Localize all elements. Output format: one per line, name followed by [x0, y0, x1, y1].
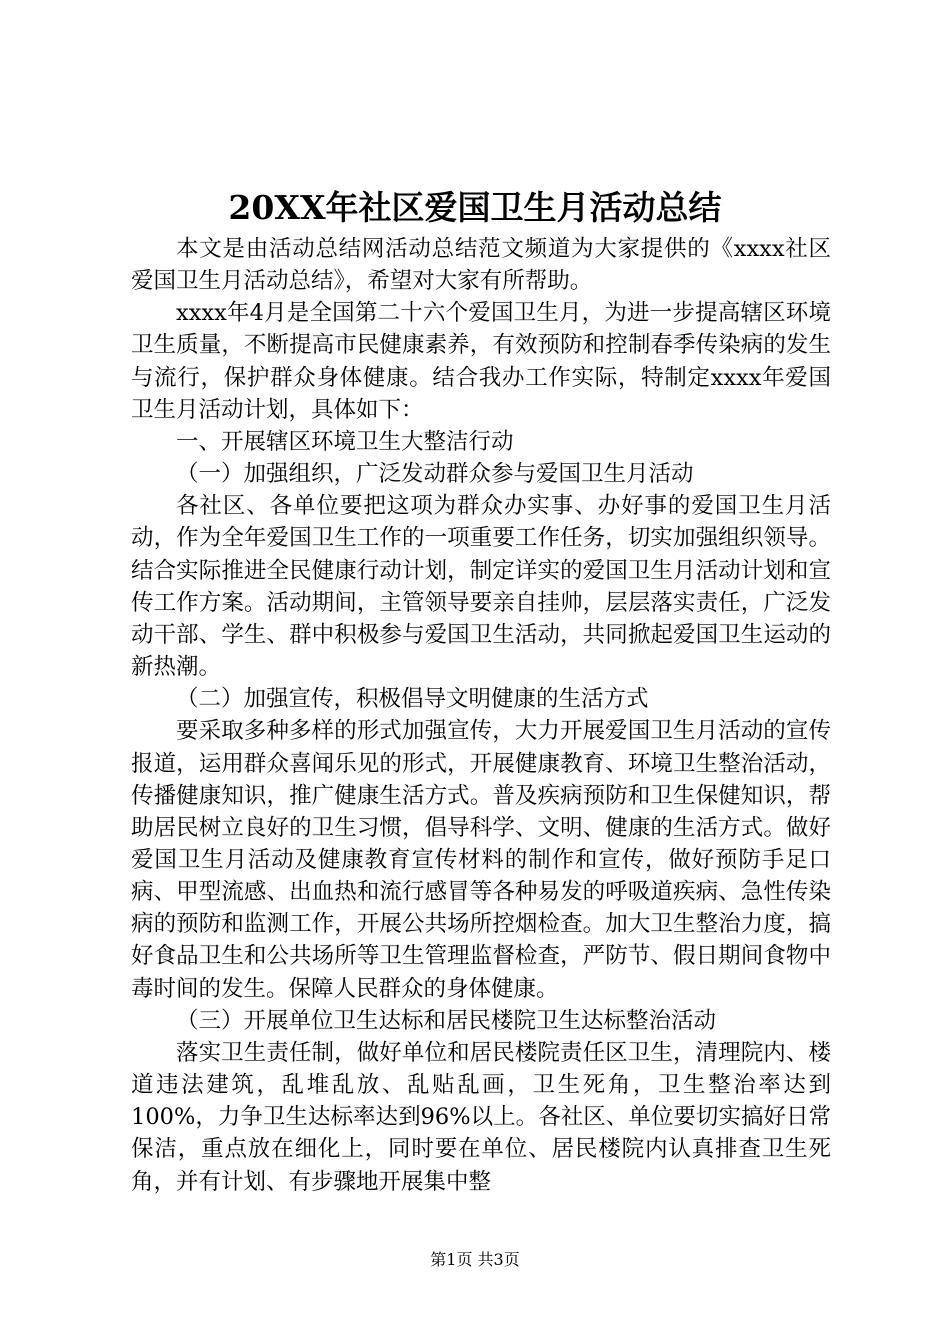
section-heading-1: 一、开展辖区环境卫生大整洁行动 — [176, 428, 514, 455]
page-footer: 第1页 共3页 — [430, 1250, 520, 1269]
subsection-heading-1: （一）加强组织，广泛发动群众参与爱国卫生月活动 — [176, 461, 694, 488]
subsection-paragraph-2: 要采取多种多样的形式加强宣传，大力开展爱国卫生月活动的宣传报道，运用群众喜闻乐见的形式，开展健康教育、环境卫生整治活动，传播健康知识，推广健康生活方式。普及疾病预防和卫生保健知识，帮助居民树立良好的卫生习惯，倡导科学、文明、健康的生活方式。做好爱国卫生月活动及健康教育宣传材料的制作和宣传，做好预防手足口病、甲型流感、出血热和流行感冒等各种易发的呼吸道疾病、急性传染病的预防和监测工作，开展公共场所控烟检查。加大卫生整治力度，搞好食品卫生和公共场所等卫生管理监督检查，严防节、假日期间食物中毒时间的发生。保障人民群众的身体健康。 — [131, 718, 831, 1002]
subsection-paragraph-1: 各社区、各单位要把这项为群众办实事、办好事的爱国卫生月活动，作为全年爱国卫生工作的一项重要工作任务，切实加强组织领导。结合实际推进全民健康行动计划，制定详实的爱国卫生月活动计划和宣传工作方案。活动期间，主管领导要亲自挂帅，层层落实责任，广泛发动干部、学生、群中积极参与爱国卫生活动，共同掀起爱国卫生运动的新热潮。 — [131, 493, 831, 681]
background-paragraph: xxxx年4月是全国第二十六个爱国卫生月，为进一步提高辖区环境卫生质量，不断提高市民健康素养，有效预防和控制春季传染病的发生与流行，保护群众身体健康。结合我办工作实际，特制定xxxx年爱国卫生月活动计划，具体如下： — [131, 300, 831, 423]
document-body — [131, 233, 831, 1198]
subsection-heading-3: （三）开展单位卫生达标和居民楼院卫生达标整治活动 — [176, 1007, 717, 1034]
document-title: 20XX年社区爱国卫生月活动总结 — [228, 188, 722, 227]
subsection-heading-2: （二）加强宣传，积极倡导文明健康的生活方式 — [176, 686, 649, 713]
intro-paragraph: 本文是由活动总结网活动总结范文频道为大家提供的《xxxx社区爱国卫生月活动总结》，希望对大家有所帮助。 — [131, 236, 831, 295]
subsection-paragraph-3: 落实卫生责任制，做好单位和居民楼院责任区卫生，清理院内、楼道违法建筑，乱堆乱放、乱贴乱画，卫生死角，卫生整治率达到100%，力争卫生达标率达到96%以上。各社区、单位要切实搞好日常保洁，重点放在细化上，同时要在单位、居民楼院内认真排查卫生死角，并有计划、有步骤地开展集中整 — [131, 1039, 831, 1195]
